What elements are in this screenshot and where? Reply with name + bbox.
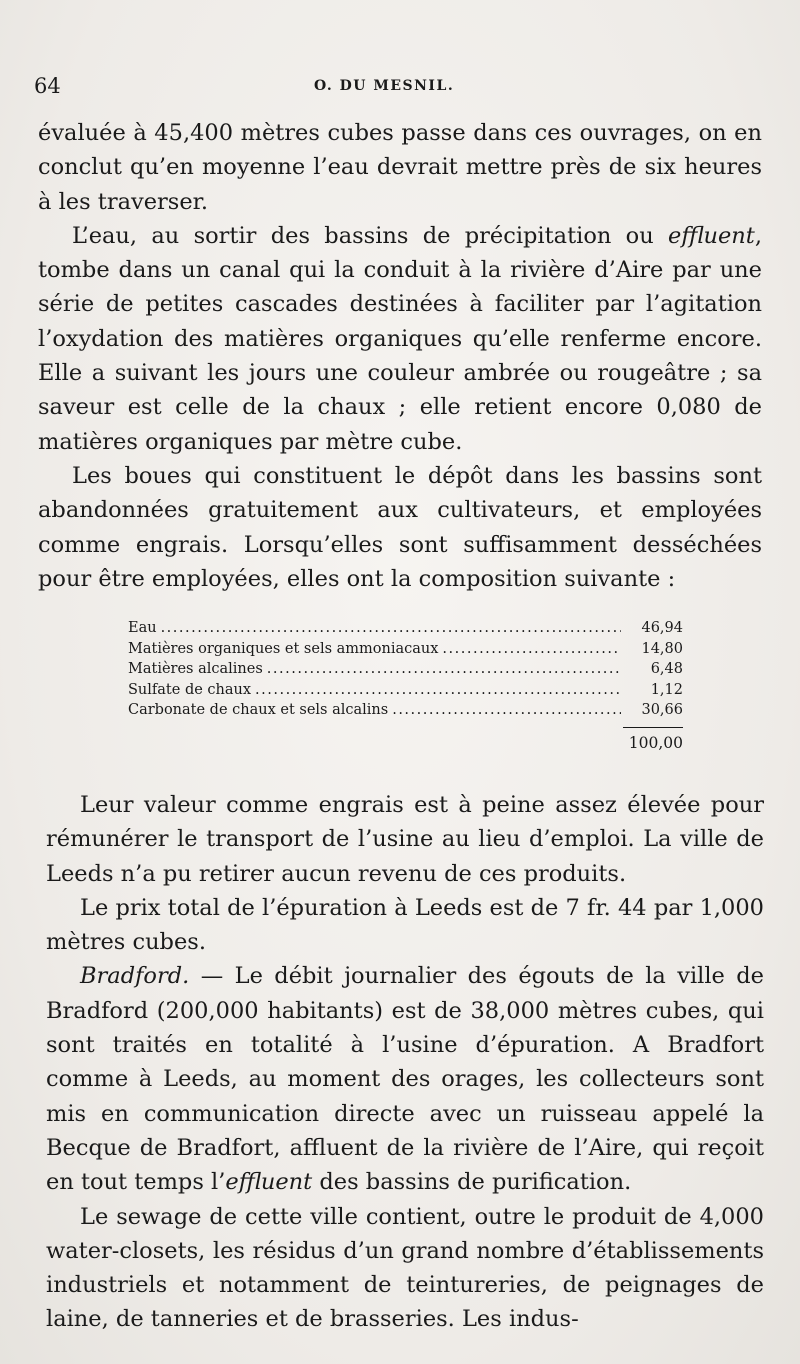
leader-dots	[267, 659, 621, 680]
leader-dots	[255, 680, 621, 701]
paragraph-text: L’eau, au sortir des bassins de précipitation ou	[72, 222, 668, 249]
component-name: Eau	[128, 620, 157, 636]
page-header	[34, 74, 764, 104]
text-block-top	[38, 116, 762, 596]
component-value: 14,80	[641, 640, 683, 657]
paragraph: Leur valeur comme engrais est à peine assez élevée pour rémunérer le transport de l’usine au lieu d’emploi. La ville de Leeds n’a pu retirer aucun revenu de ces produits.	[46, 792, 764, 887]
composition-total-row	[128, 727, 683, 754]
paragraph	[46, 959, 764, 1199]
paragraph-text: — Le débit journalier des égouts de la ville de Bradford (200,000 habitants) est de 38,000 mètres cubes, qui sont traités en totalité à l’usine d’épuration. A Bradfort comme à Leeds, au moment des orages, les collecteurs sont mis en communication directe avec un ruisseau appelé la Becque de Bradfort, affluent de la rivière de l’Aire, qui reçoit en tout temps l’	[46, 963, 764, 1196]
paragraph: évaluée à 45,400 mètres cubes passe dans ces ouvrages, on en conclut qu’en moyenne l’eau devrait mettre près de six heures à les traverser.	[38, 120, 762, 215]
composition-total: 100,00	[623, 727, 683, 754]
composition-row	[128, 639, 683, 660]
paragraph: Le prix total de l’épuration à Leeds est de 7 fr. 44 par 1,000 mètres cubes.	[46, 894, 764, 956]
leader-dots	[392, 700, 621, 721]
text-block-bottom	[46, 788, 764, 1337]
leader-dots	[161, 618, 621, 639]
composition-row	[128, 680, 683, 701]
leader-dots	[442, 639, 621, 660]
paragraph: Les boues qui constituent le dépôt dans les bassins sont abandonnées gratuitement aux cultivateurs, et employées comme engrais. Lorsqu’elles sont suffisamment desséchées pour être employées, elles ont la composition suivante :	[38, 462, 762, 592]
component-name: Matières organiques et sels ammoniacaux	[128, 640, 439, 657]
component-value: 46,94	[641, 620, 683, 636]
component-value: 6,48	[650, 661, 683, 677]
paragraph-text: , tombe dans un canal qui la conduit à la rivière d’Aire par une série de petites cascades destinées à faciliter par l’agitation l’oxydation des matières organiques qu’elle renferme encore. Elle a suivant les jours une couleur ambrée ou rougeâtre ; sa saveur est celle de la chaux ; elle retient encore 0,080 de matières organiques par mètre cube.	[38, 222, 762, 455]
paragraph: Le sewage de cette ville contient, outre le produit de 4,000 water-closets, les résidus d’un grand nombre d’établissements industriels et notamment de teintureries, de peignages de laine, de tanneries et de brasseries. Les indus-	[46, 1203, 764, 1333]
italic-term: effluent	[668, 222, 755, 249]
running-head: O. DU MESNIL.	[314, 78, 455, 94]
component-name: Matières alcalines	[128, 661, 263, 677]
component-name: Carbonate de chaux et sels alcalins	[128, 702, 389, 718]
italic-heading: Bradford.	[80, 963, 190, 990]
component-value: 1,12	[650, 681, 683, 698]
composition-table	[128, 618, 683, 753]
paragraph	[38, 219, 762, 459]
composition-row	[128, 659, 683, 680]
component-name: Sulfate de chaux	[128, 681, 252, 698]
component-value: 30,66	[641, 702, 683, 718]
page-number: 64	[34, 74, 61, 98]
composition-row	[128, 618, 683, 639]
italic-term: effluent	[225, 1169, 313, 1196]
paragraph-text: des bassins de purification.	[312, 1169, 632, 1196]
composition-row	[128, 700, 683, 721]
